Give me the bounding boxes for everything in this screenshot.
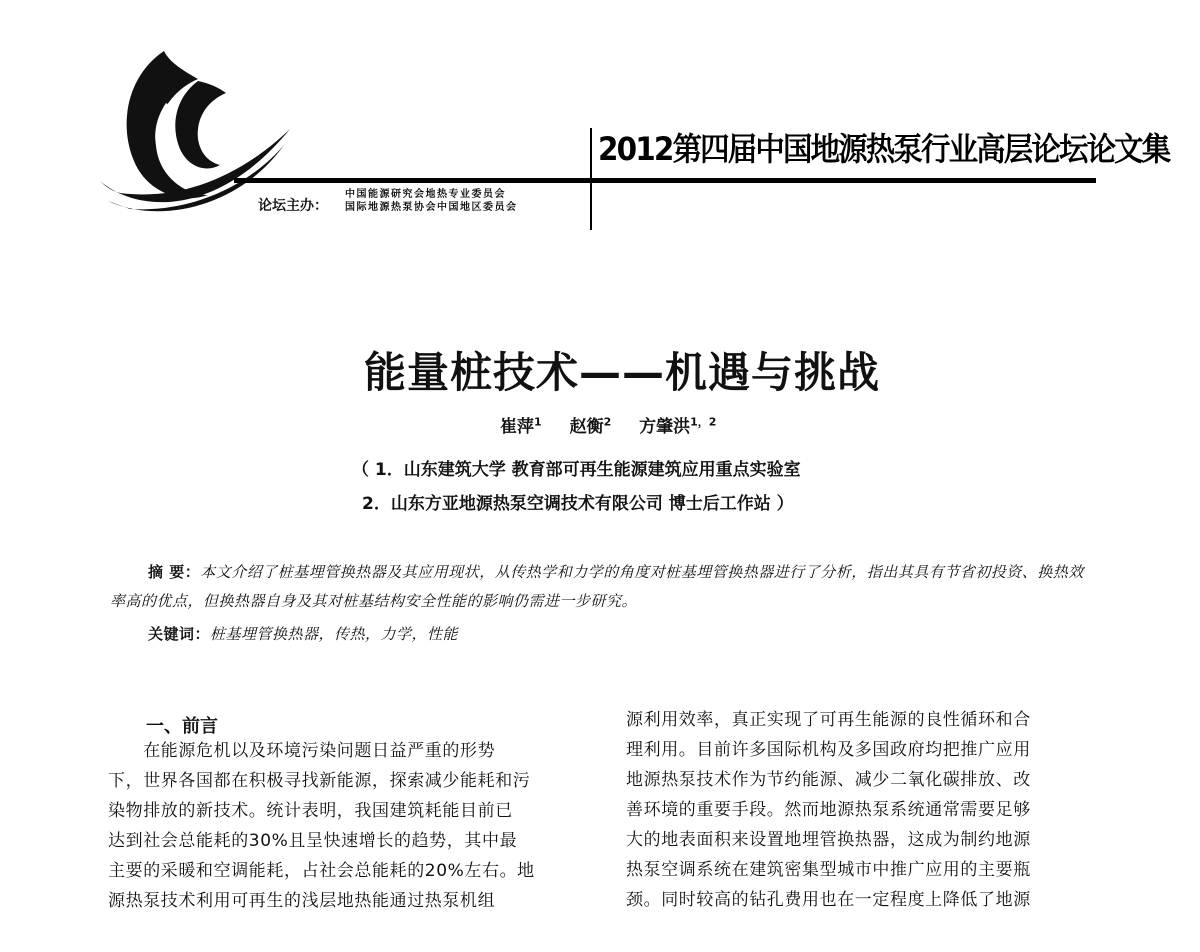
author-name: 方肇洪 — [639, 417, 691, 437]
body-line: 下，世界各国都在积极寻找新能源，探索减少能耗和污 — [108, 771, 531, 791]
body-line: 源利用效率，真正实现了可再生能源的良性循环和合 — [626, 710, 1031, 730]
author — [570, 417, 612, 437]
body-line: 在能源危机以及环境污染问题日益严重的形势 — [108, 741, 496, 761]
abstract-label: 摘 要： — [148, 563, 201, 581]
host-org: 中国能源研究会地热专业委员会 — [345, 189, 506, 200]
body-line: 善环境的重要手段。然而地源热泵系统通常需要足够 — [626, 800, 1031, 820]
body-line: 达到社会总能耗的30%且呈快速增长的趋势，其中最 — [108, 831, 518, 851]
body-line: 主要的采暖和空调能耗，占社会总能耗的20%左右。地 — [108, 861, 535, 881]
body-line: 染物排放的新技术。统计表明，我国建筑耗能目前已 — [108, 801, 513, 821]
author — [500, 417, 542, 437]
author — [639, 417, 716, 437]
author-name: 崔萍 — [500, 417, 534, 437]
author-affil-sup: 2 — [603, 415, 612, 429]
body-line: 地源热泵技术作为节约能源、减少二氧化碳排放、改 — [626, 770, 1031, 790]
abstract-text: 本文介绍了桩基埋管换热器及其应用现状，从传热学和力学的角度对桩基埋管换热器进行了分析，指出其具有节省初投资、换热效率高的优点，但换热器自身及其对桩基结构安全性能的影响仍需进一步研究。 — [110, 563, 1084, 610]
author-affil-sup: 1 — [534, 415, 542, 429]
affiliation: （ 1．山东建筑大学 教育部可再生能源建筑应用重点实验室 — [352, 460, 801, 480]
header-divider-horizontal — [234, 178, 1096, 183]
body-column-right — [626, 705, 1106, 915]
conference-title: 2012第四届中国地源热泵行业高层论坛论文集 — [598, 130, 1170, 168]
body-line: 热泵空调系统在建筑密集型城市中推广应用的主要瓶 — [626, 860, 1031, 880]
body-column-left — [108, 736, 588, 916]
affiliation: 2．山东方亚地源热泵空调技术有限公司 博士后工作站 ） — [362, 494, 794, 514]
body-line: 理利用。目前许多国际机构及多国政府均把推广应用 — [626, 740, 1031, 760]
host-label: 论坛主办： — [258, 198, 328, 214]
abstract — [110, 558, 1095, 616]
host-org: 国际地源热泵协会中国地区委员会 — [345, 202, 518, 213]
host-orgs — [345, 188, 518, 214]
keywords-text: 桩基埋管换热器，传热，力学，性能 — [210, 625, 459, 643]
keywords-label: 关键词： — [148, 625, 211, 643]
flame-logo-icon — [100, 45, 290, 220]
author-affil-sup: 1，2 — [690, 415, 717, 429]
paper-title: 能量桩技术——机遇与挑战 — [363, 348, 880, 397]
keywords — [148, 623, 458, 644]
body-line: 颈。同时较高的钻孔费用也在一定程度上降低了地源 — [626, 890, 1031, 910]
body-line: 源热泵技术利用可再生的浅层地热能通过热泵机组 — [108, 891, 496, 911]
section-heading: 一、前言 — [146, 716, 218, 737]
author-name: 赵衡 — [569, 417, 604, 437]
body-line: 大的地表面积来设置地埋管换热器，这成为制约地源 — [626, 830, 1031, 850]
authors-line — [500, 412, 738, 437]
